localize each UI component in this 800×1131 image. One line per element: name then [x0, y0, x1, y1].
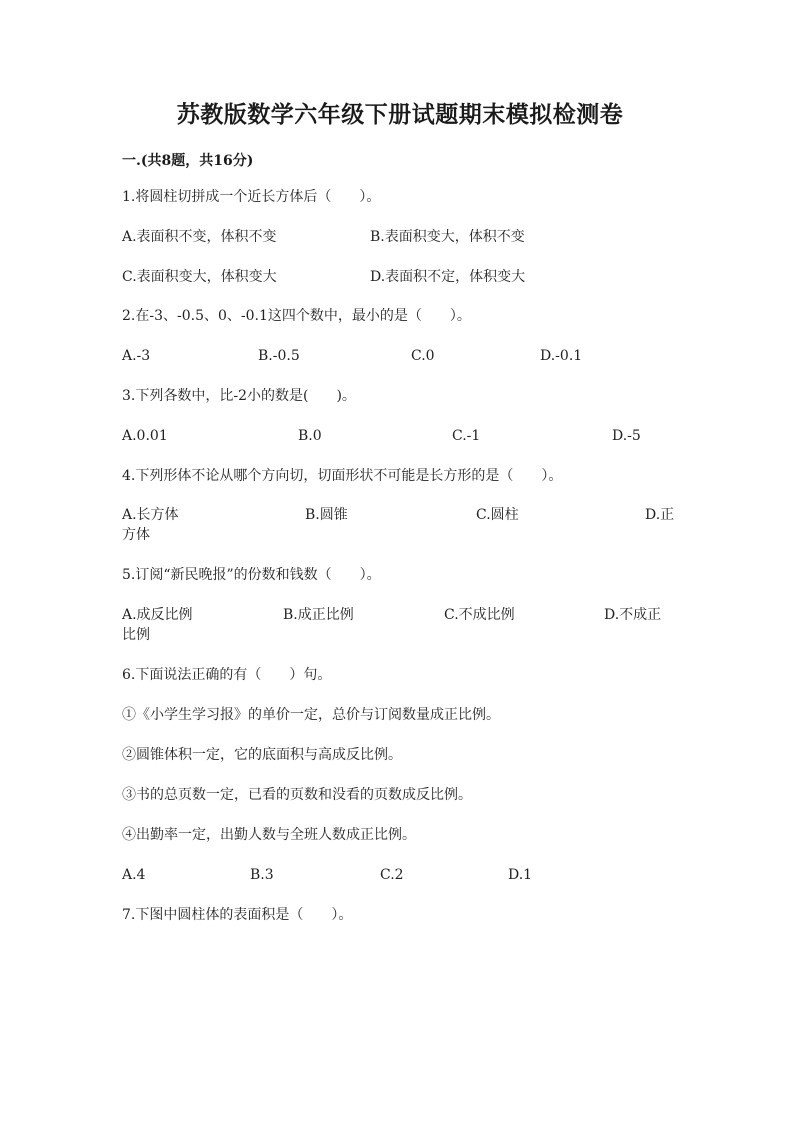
q1-option-b: B.表面积变大，体积不变 — [370, 229, 525, 245]
q6-option-c: C.2 — [380, 867, 404, 883]
q6-statement-1: ①《小学生学习报》的单价一定，总价与订阅数量成正比例。 — [122, 707, 500, 723]
q1-option-a: A.表面积不变，体积不变 — [122, 229, 277, 245]
q6-option-a: A.4 — [122, 867, 146, 883]
q6-stem: 6.下面说法正确的有（ ）句。 — [122, 667, 332, 683]
q5-option-a: A.成反比例 — [122, 607, 193, 623]
q3-stem: 3.下列各数中，比-2小的数是( )。 — [122, 388, 356, 404]
q5-option-c: C.不成比例 — [444, 607, 515, 623]
q2-option-d: D.-0.1 — [540, 348, 583, 364]
q2-option-a: A.-3 — [122, 348, 151, 364]
q3-option-c: C.-1 — [452, 428, 481, 444]
q2-stem: 2.在-3、-0.5、0、-0.1这四个数中，最小的是（ ）。 — [122, 308, 471, 324]
q6-statement-4: ④出勤率一定，出勤人数与全班人数成正比例。 — [122, 827, 416, 843]
q6-option-d: D.1 — [508, 867, 533, 883]
section-heading: 一.(共8题，共16分) — [122, 153, 254, 169]
q3-option-a: A.0.01 — [122, 428, 168, 444]
q4-option-b: B.圆锥 — [305, 507, 348, 523]
q5-option-d: D.不成正 — [604, 607, 662, 623]
q6-statement-3: ③书的总页数一定，已看的页数和没看的页数成反比例。 — [122, 787, 472, 803]
q1-stem: 1.将圆柱切拼成一个近长方体后（ ）。 — [122, 189, 381, 205]
q5-option-d-wrap: 比例 — [122, 627, 150, 643]
q1-option-d: D.表面积不定，体积变大 — [370, 269, 526, 285]
page-title: 苏教版数学六年级下册试题期末模拟检测卷 — [176, 101, 624, 128]
q4-option-a: A.长方体 — [122, 507, 179, 523]
q4-stem: 4.下列形体不论从哪个方向切，切面形状不可能是长方形的是（ ）。 — [122, 468, 563, 484]
q5-option-b: B.成正比例 — [283, 607, 354, 623]
q5-stem: 5.订阅“新民晚报”的份数和钱数（ ）。 — [122, 567, 381, 583]
q4-option-c: C.圆柱 — [476, 507, 519, 523]
q3-option-d: D.-5 — [612, 428, 641, 444]
q7-stem: 7.下图中圆柱体的表面积是（ ）。 — [122, 907, 353, 923]
q2-option-b: B.-0.5 — [258, 348, 300, 364]
q1-option-c: C.表面积变大，体积变大 — [122, 269, 277, 285]
q6-statement-2: ②圆锥体积一定，它的底面积与高成反比例。 — [122, 747, 402, 763]
q3-option-b: B.0 — [298, 428, 322, 444]
q4-option-d-wrap: 方体 — [122, 527, 150, 543]
q6-option-b: B.3 — [250, 867, 274, 883]
q2-option-c: C.0 — [411, 348, 435, 364]
q4-option-d: D.正 — [645, 507, 675, 523]
